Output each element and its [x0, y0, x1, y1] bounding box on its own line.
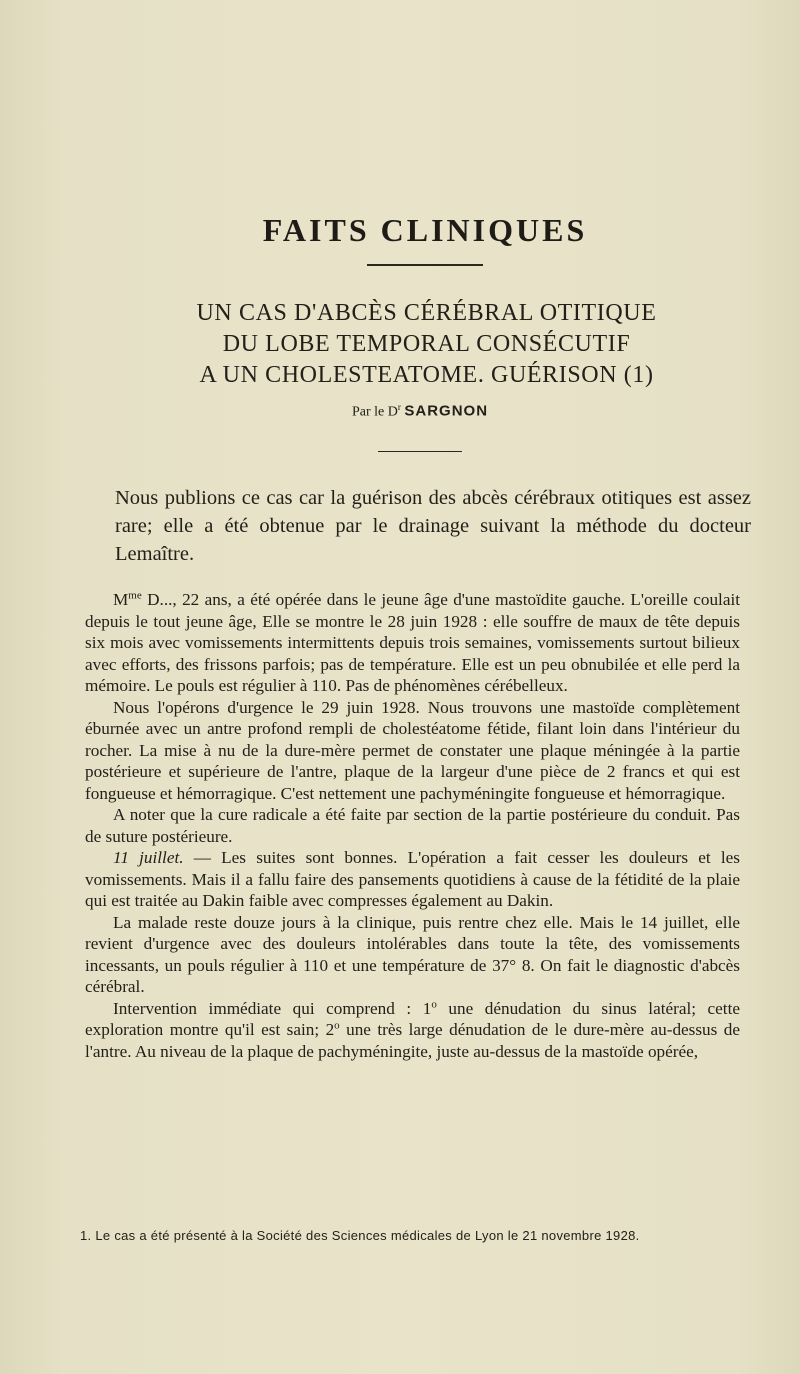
paragraph-1-text: D..., 22 ans, a été opérée dans le jeune âge d'une mastoïdite gauche. L'oreille coulait depuis le tout jeune âge, Elle se montre le 28 juin 1928 : elle souffre de maux de tête depuis six mois avec vomissements intermittents depuis trois semaines, vomissements surtout bilieux avec efforts, des frissons parfois; pas de température. Elle est un peu obnubilée et elle perd la mémoire. Le pouls est régulier à 110. Pas de phénomènes cérébelleux. [85, 590, 740, 695]
article-body [85, 589, 740, 1062]
paragraph-4 [85, 847, 740, 912]
paragraph-5: La malade reste douze jours à la clinique, puis rentre chez elle. Mais le 14 juillet, elle revient d'urgence avec des douleurs intolérables dans toute la tête, des vomissements incessants, un pouls régulier à 110 et une température de 37° 8. On fait le diagnostic d'abcès cérébral. [85, 912, 740, 996]
patient-title-sup: me [128, 589, 142, 602]
paragraph-6-a: Intervention immédiate qui comprend : 1 [113, 998, 432, 1018]
footnote: 1. Le cas a été présenté à la Société des Sciences médicales de Lyon le 21 novembre 1928. [80, 1228, 640, 1243]
article-title-line-2: DU LOBE TEMPORAL CONSÉCUTIF [222, 331, 631, 357]
paragraph-6-b: une dénudation du sinus latéral; cette exploration montre qu'il est sain; 2 [85, 998, 740, 1039]
paragraph-4-text: — Les suites sont bonnes. L'opération a fait cesser les douleurs et les vomissements. Mais il a fallu faire des pansements quotidiens à cause de la fétidité de la plaie qui est traitée au Dakin faible avec compresses également au Dakin. [85, 848, 740, 910]
title-divider [367, 264, 483, 266]
ordinal-sup-1: o [431, 997, 437, 1010]
patient-title: M [113, 590, 129, 609]
ordinal-sup-2: o [334, 1019, 340, 1032]
article-title-line-1: UN CAS D'ABCÈS CÉRÉBRAL OTITIQUE [196, 300, 657, 326]
section-title: FAITS CLINIQUES [262, 212, 588, 248]
paragraph-6 [85, 998, 740, 1063]
article-title-line-3: A UN CHOLESTEATOME. GUÉRISON (1) [199, 362, 654, 388]
lead-paragraph: Nous publions ce cas car la guérison des abcès cérébraux otitiques est assez rare; elle a été obtenue par le drainage suivant la méthode du docteur Lemaître. [115, 487, 751, 565]
byline-divider [378, 451, 462, 452]
paragraph-2: Nous l'opérons d'urgence le 29 juin 1928. Nous trouvons une mastoïde complètement éburnée avec un antre profond rempli de cholestéatome fétide, filant loin dans l'intérieur du rocher. La mise à nu de la dure-mère permet de constater une plaque méningée à la partie postérieure et supérieure de l'antre, plaque de la largeur d'une pièce de 2 francs et qui est fongueuse et hémorragique. C'est nettement une pachyméningite fongueuse et hémorragique. [85, 697, 740, 803]
byline-sup: r [397, 402, 401, 412]
paragraph-6-c: une très large dénudation de le dure-mère au-dessus de l'antre. Au niveau de la plaque de pachyméningite, juste au-dessus de la mastoïde opérée, [85, 1020, 740, 1061]
article-title [150, 298, 703, 391]
byline-prefix: Par le D [351, 404, 398, 420]
paragraph-1 [85, 589, 740, 697]
author-name: SARGNON [404, 402, 489, 420]
paragraph-3: A noter que la cure radicale a été faite par section de la partie postérieure du conduit. Pas de suture postérieure. [85, 805, 740, 846]
byline [0, 402, 800, 421]
date-label: 11 juillet. [113, 848, 184, 867]
